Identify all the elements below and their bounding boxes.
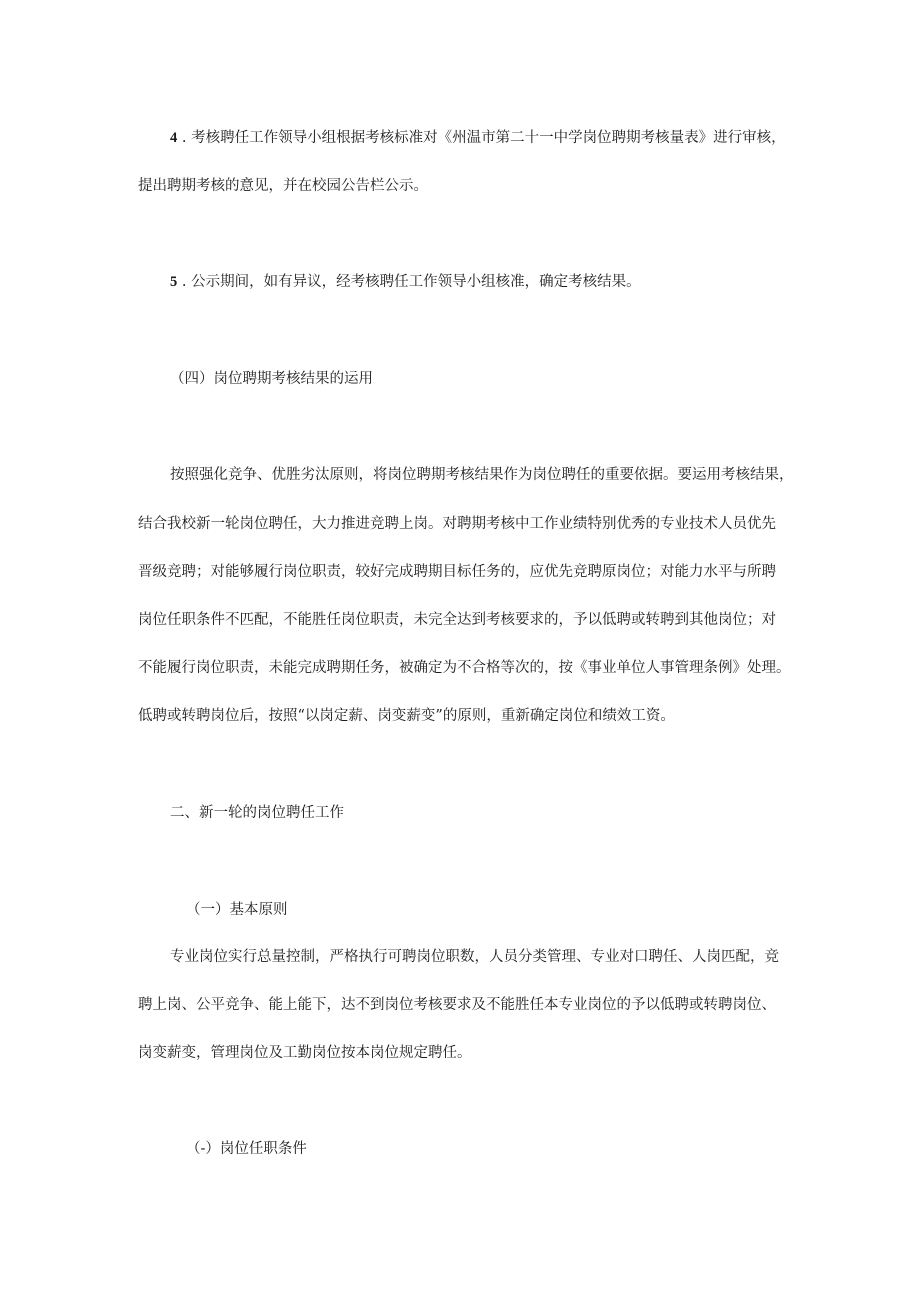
item-4-number: 4 xyxy=(170,130,178,146)
paragraph-1-line-5: 不能履行岗位职责，未能完成聘期任务，被确定为不合格等次的，按《事业单位人事管理条例》处理。 xyxy=(138,660,791,676)
sub-1-heading: （一）基本原则 xyxy=(186,902,288,918)
part-2-heading: 二、新一轮的岗位聘任工作 xyxy=(170,805,344,821)
item-4-line-1 xyxy=(170,128,820,148)
paragraph-1-line-4: 岗位任职条件不匹配，不能胜任岗位职责，未完全达到考核要求的，予以低聘或转聘到其他岗位；对 xyxy=(138,612,776,628)
item-4-line-2: 提出聘期考核的意见，并在校园公告栏公示。 xyxy=(138,178,428,194)
paragraph-1-line-2: 结合我校新一轮岗位聘任，大力推进竞聘上岗。对聘期考核中工作业绩特别优秀的专业技术人员优先 xyxy=(138,516,776,532)
item-4-text: . 考核聘任工作领导小组根据考核标准对《州温市第二十一中学岗位聘期考核量表》进行审核， xyxy=(177,130,786,146)
paragraph-1-line-3: 晋级竞聘；对能够履行岗位职责，较好完成聘期目标任务的，应优先竞聘原岗位；对能力水平与所聘 xyxy=(138,564,776,580)
item-5-text: . 公示期间，如有异议，经考核聘任工作领导小组核准，确定考核结果。 xyxy=(177,274,641,290)
paragraph-2-line-3: 岗变薪变，管理岗位及工勤岗位按本岗位规定聘任。 xyxy=(138,1045,472,1061)
paragraph-2-line-2: 聘上岗、公平竞争、能上能下，达不到岗位考核要求及不能胜任本专业岗位的予以低聘或转聘岗位、 xyxy=(138,997,776,1013)
sub-2-heading: （-）岗位任职条件 xyxy=(186,1141,307,1157)
section-4-heading: （四）岗位聘期考核结果的运用 xyxy=(170,371,373,387)
item-5-line xyxy=(170,272,820,292)
paragraph-1-line-6: 低聘或转聘岗位后，按照“以岗定薪、岗变薪变”的原则，重新确定岗位和绩效工资。 xyxy=(138,708,675,724)
item-5-number: 5 xyxy=(170,274,178,290)
paragraph-1-line-1: 按照强化竞争、优胜劣汰原则，将岗位聘期考核结果作为岗位聘任的重要依据。要运用考核结果， xyxy=(170,467,794,483)
paragraph-2-line-1: 专业岗位实行总量控制，严格执行可聘岗位职数，人员分类管理、专业对口聘任、人岗匹配，竞 xyxy=(170,949,779,965)
